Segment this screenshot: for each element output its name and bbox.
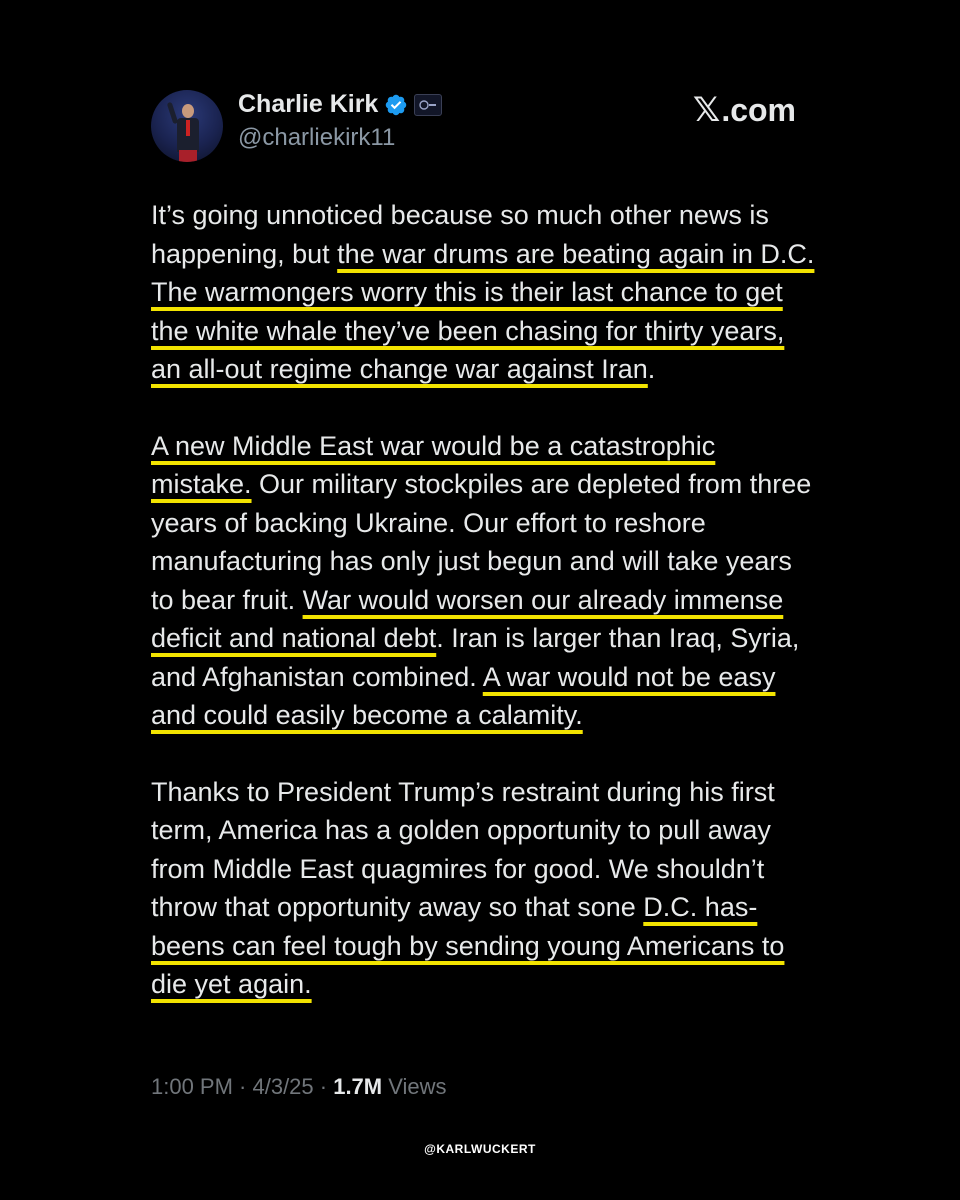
tweet-paragraph	[151, 427, 821, 735]
views-label: Views	[382, 1074, 447, 1099]
tweet-timestamp[interactable]: 1:00 PM · 4/3/25 ·	[151, 1074, 334, 1099]
avatar-figure-tie	[186, 120, 190, 136]
highlighted-text: A new Middle East war would be a catastrophic mistake.	[151, 430, 716, 499]
author-handle[interactable]: @charliekirk11	[238, 124, 396, 151]
views-count: 1.7M	[333, 1074, 383, 1099]
avatar-figure-head	[182, 104, 194, 118]
avatar-figure-legs	[179, 150, 197, 162]
organization-logo-icon	[419, 99, 437, 111]
tweet-paragraph	[151, 773, 821, 1004]
highlighted-text: D.C. has-beens can feel tough by sending young Americans to die yet again.	[151, 892, 785, 999]
organization-badge-icon[interactable]	[414, 94, 442, 116]
tweet-meta	[151, 1074, 447, 1100]
highlighted-text: War would worsen our already immense deficit and national debt	[151, 584, 784, 653]
author-display-name[interactable]: Charlie Kirk	[238, 90, 379, 118]
source-watermark	[693, 90, 796, 130]
tweet-text	[151, 196, 821, 1042]
text-segment: It’s going unnoticed because so much other news is happening, but	[151, 200, 769, 269]
highlighted-text: the war drums are beating again in D.C. The warmongers worry this is their last chance to get the white whale they’ve been chasing for thirty years, an all-out regime change war against Iran	[151, 238, 815, 384]
source-label: .com	[721, 91, 796, 128]
text-segment: . Iran is larger than Iraq, Syria, and Afghanistan combined.	[151, 623, 800, 692]
creator-credit: @KARLWUCKERT	[424, 1142, 536, 1156]
author-name-row	[238, 90, 442, 119]
author-avatar[interactable]	[151, 90, 223, 162]
verified-badge-icon	[384, 93, 408, 117]
x-logo-icon: 𝕏	[692, 91, 721, 129]
text-segment: .	[647, 354, 656, 384]
text-segment: Our military stockpiles are depleted from three years of backing Ukraine. Our effort to reshore manufacturing has only just begun and will take years to bear fruit.	[151, 469, 812, 615]
tweet-paragraph	[151, 196, 821, 389]
highlighted-text: A war would not be easy and could easily become a calamity.	[151, 661, 776, 730]
text-segment: Thanks to President Trump’s restraint during his first term, America has a golden opportunity to pull away from Middle East quagmires for good. We shouldn’t throw that opportunity away so that sone	[151, 776, 775, 922]
